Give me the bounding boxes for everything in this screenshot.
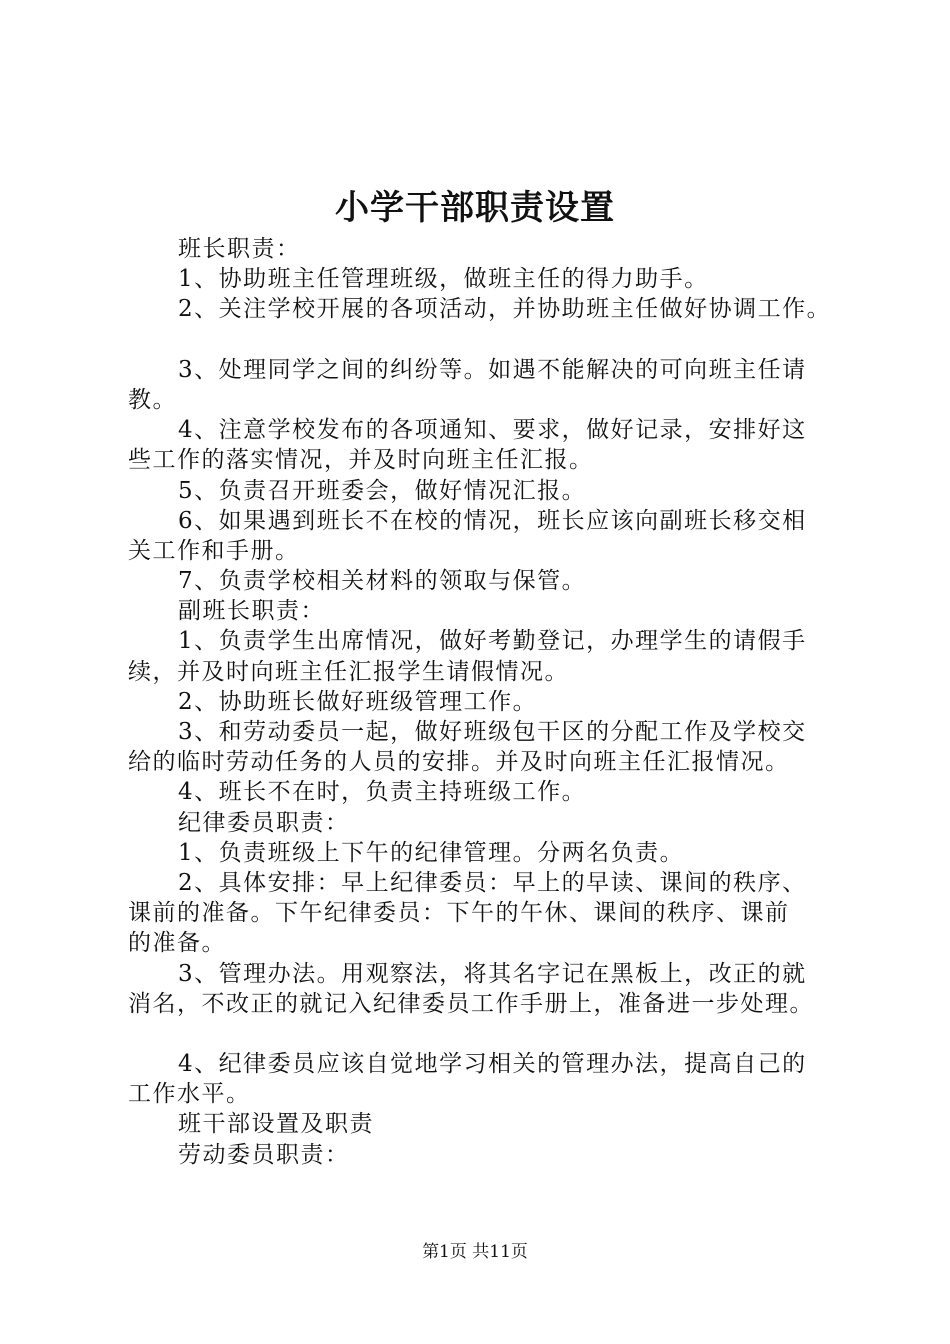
paragraph-line: 4、纪律委员应该自觉地学习相关的管理办法，提高自己的 [178,1051,807,1078]
paragraph-line: 5、负责召开班委会，做好情况汇报。 [178,477,587,504]
section-heading: 副班长职责： [178,598,325,625]
paragraph-line: 消名，不改正的就记入纪律委员工作手册上，准备进一步处理。 [128,990,814,1017]
blank-line [128,1019,848,1049]
paragraph-line: 关工作和手册。 [128,537,300,564]
paragraph-line: 3、处理同学之间的纠纷等。如遇不能解决的可向班主任请 [178,356,807,383]
paragraph-line: 续，并及时向班主任汇报学生请假情况。 [128,658,569,685]
paragraph-line: 7、负责学校相关材料的领取与保管。 [178,568,587,595]
section-heading: 班长职责： [178,236,301,262]
paragraph-line: 工作水平。 [128,1081,251,1108]
paragraph-line: 3、和劳动委员一起，做好班级包干区的分配工作及学校交 [178,719,807,745]
document-body [128,234,848,1170]
paragraph-line: 1、协助班主任管理班级，做班主任的得力助手。 [178,266,709,293]
document-title: 小学干部职责设置 [335,188,615,228]
paragraph-line: 2、关注学校开展的各项活动，并协助班主任做好协调工作。 [178,296,832,323]
section-heading: 纪律委员职责： [178,809,350,836]
section-heading: 劳动委员职责： [178,1141,350,1168]
paragraph-line: 2、协助班长做好班级管理工作。 [178,688,538,715]
paragraph-line: 6、如果遇到班长不在校的情况，班长应该向副班长移交相 [178,507,807,534]
paragraph-line: 的准备。 [128,930,226,957]
section-heading: 班干部设置及职责 [178,1111,374,1138]
paragraph-line: 些工作的落实情况，并及时向班主任汇报。 [128,447,594,474]
paragraph-line: 4、注意学校发布的各项通知、要求，做好记录，安排好这 [178,417,807,444]
blank-line [128,325,848,355]
paragraph-line: 课前的准备。下午纪律委员：下午的午休、课间的秩序、课前 [128,900,790,927]
page-footer: 第1页 共11页 [422,1242,528,1262]
paragraph-line: 3、管理办法。用观察法，将其名字记在黑板上，改正的就 [178,960,807,987]
paragraph-line: 教。 [128,386,177,413]
paragraph-line: 4、班长不在时，负责主持班级工作。 [178,779,587,806]
paragraph-line: 1、负责班级上下午的纪律管理。分两名负责。 [178,839,685,866]
paragraph-line: 给的临时劳动任务的人员的安排。并及时向班主任汇报情况。 [128,749,790,776]
paragraph-line: 2、具体安排：早上纪律委员：早上的早读、课间的秩序、 [178,869,807,896]
paragraph-line: 1、负责学生出席情况，做好考勤登记，办理学生的请假手 [178,628,807,655]
